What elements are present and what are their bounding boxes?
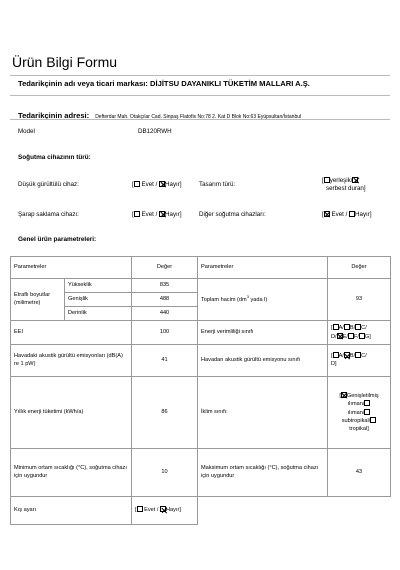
other-evet-checkbox[interactable] (324, 211, 330, 217)
winter-evet-label: Evet / (144, 507, 159, 514)
climate-line-2: ılıman/ (347, 401, 365, 408)
noise-class-b-checkbox[interactable] (344, 352, 350, 358)
wine-storage-options: [ Evet / Hayır] (132, 211, 182, 218)
height-value: 835 (132, 279, 198, 293)
energy-class-f-checkbox[interactable] (348, 333, 354, 339)
model-value: DB120RWH (138, 128, 172, 135)
empty-cell (328, 497, 391, 525)
min-temp-value: 10 (132, 449, 198, 497)
total-volume-label-a: Toplam hacim (dm (201, 297, 247, 304)
divider (10, 95, 390, 96)
eei-value: 100 (132, 321, 198, 345)
form-title: Ürün Bilgi Formu (12, 54, 118, 70)
design-type-label: Tasarım türü: (199, 181, 236, 188)
climate-line-5: tropikal] (349, 425, 369, 432)
general-section-title: Genel ürün parametreleri: (18, 236, 97, 243)
noise-class-options: [ A/ B/ C/ D] (328, 345, 391, 377)
min-temp-label: Minimum ortam sıcaklığı (°C), soğutma cihazı için uygundur (11, 449, 132, 497)
climate-class-label: İklim sınıfı: (198, 377, 328, 449)
low-noise-options: [ Evet / Hayır] (132, 181, 182, 188)
other-hayir-checkbox[interactable] (349, 211, 355, 217)
energy-class-a-checkbox[interactable] (333, 324, 339, 330)
max-temp-label: Maksimum ortam sıcaklığı (°C), soğutma cihazı için uygundur (198, 449, 328, 497)
value-col-header: Değer (132, 257, 198, 279)
energy-class-e-checkbox[interactable] (337, 333, 343, 339)
winter-evet-checkbox[interactable] (137, 506, 143, 512)
supplier-name-label: Tedarikçinin adı veya ticari markası: (18, 79, 148, 88)
width-label: Genişlik (65, 293, 132, 307)
climate-line-3: ılıman/ (347, 409, 365, 416)
noise-class-label: Havadan akustik gürültü emisyonu sınıfı (198, 345, 328, 377)
total-volume-sup: 3 (246, 294, 249, 300)
energy-class-options: [ A/ B/ C/ D/ E/ F/ G] (328, 321, 391, 345)
divider (10, 119, 390, 120)
table-row (11, 321, 391, 345)
low-noise-label: Düşük gürültülü cihaz: (18, 181, 79, 188)
supplier-address-label: Tedarikçinin adresi: (18, 111, 90, 120)
design-freestanding-checkbox[interactable] (352, 177, 358, 183)
noise-class-c-label: C (361, 353, 366, 360)
general-parameters-table (10, 256, 391, 525)
depth-label: Derinlik (65, 307, 132, 321)
width-value: 488 (132, 293, 198, 307)
energy-class-label: Enerji verimliliği sınıfı (198, 321, 328, 345)
supplier-address-row (18, 105, 301, 123)
energy-class-b-checkbox[interactable] (344, 324, 350, 330)
table-row (11, 449, 391, 497)
eei-label: EEI (11, 321, 132, 345)
climate-tropical-checkbox[interactable] (370, 417, 376, 423)
table-row (11, 377, 391, 449)
winter-hayir-label: Hayır] (166, 507, 181, 514)
winter-setting-options: [ Evet / Hayır] (132, 497, 198, 525)
design-builtin-label: yerleşik (329, 177, 351, 184)
noise-class-a-label: A (338, 353, 343, 360)
design-type-options: [ yerleşik/ serbest duran] (322, 177, 366, 193)
energy-class-c-checkbox[interactable] (355, 324, 361, 330)
wine-evet-label: Evet / (141, 211, 158, 218)
total-volume-value: 93 (328, 279, 391, 321)
param-col-header: Parametreler (11, 257, 132, 279)
table-row (11, 345, 391, 377)
noise-label: Havadaki akustik gürültü emisyonları (dB(A) re 1 pW) (11, 345, 132, 377)
wine-storage-label: Şarap saklama cihazı: (18, 211, 79, 218)
noise-class-d-label: D (331, 361, 336, 367)
supplier-name-row (18, 79, 310, 88)
winter-setting-label: Kış ayarı (11, 497, 132, 525)
wine-hayir-label: Hayır] (165, 211, 182, 218)
climate-subtropical-checkbox[interactable] (364, 409, 370, 415)
total-volume-label-b: yada l) (248, 297, 268, 304)
noise-class-b-label: B (349, 353, 354, 360)
supplier-name-value: DİJİTSU DAYANIKLI TÜKETİM MALLARI A.Ş. (150, 79, 310, 88)
energy-class-e-label: E (342, 333, 347, 340)
climate-temperate-checkbox[interactable] (364, 400, 370, 406)
design-builtin-checkbox[interactable] (324, 177, 330, 183)
climate-extended-checkbox[interactable] (341, 392, 347, 398)
low-noise-evet-label: Evet / (141, 181, 158, 188)
dimensions-label: Etraflı boyutlar (milimetre) (11, 279, 65, 321)
energy-class-b-label: B (349, 324, 354, 331)
divider (10, 75, 390, 76)
table-header-row (11, 257, 391, 279)
other-cooling-options: [ Evet / Hayır] (322, 211, 372, 218)
other-hayir-label: Hayır] (355, 211, 372, 218)
winter-hayir-checkbox[interactable] (160, 506, 166, 512)
empty-cell (198, 497, 328, 525)
annual-energy-label: Yıllık enerji tüketimi (kWh/a) (11, 377, 132, 449)
value-col-header: Değer (328, 257, 391, 279)
max-temp-value: 43 (328, 449, 391, 497)
noise-value: 41 (132, 345, 198, 377)
noise-class-c-checkbox[interactable] (355, 352, 361, 358)
height-label: Yükseklik (65, 279, 132, 293)
other-cooling-label: Diğer soğutma cihazları: (199, 211, 266, 218)
low-noise-evet-checkbox[interactable] (134, 181, 140, 187)
energy-class-f-label: F (353, 333, 358, 340)
supplier-address-value: Defterdar Mah. Otakçılar Cad. Sinpaş Flatofis No:78 2. Kat D Blok No:63 Eyüpsultan/İstanbul (95, 114, 302, 120)
param-col-header: Parametreler (198, 257, 328, 279)
wine-evet-checkbox[interactable] (134, 211, 140, 217)
energy-class-g-checkbox[interactable] (359, 333, 365, 339)
model-label: Model (18, 128, 35, 135)
cooling-section-title: Soğutma cihazının türü: (18, 154, 91, 161)
energy-class-g-label: G (364, 333, 370, 340)
depth-value: 440 (132, 307, 198, 321)
design-freestanding-label: serbest duran] (326, 185, 366, 193)
wine-hayir-checkbox[interactable] (159, 211, 165, 217)
total-volume-label (198, 279, 328, 321)
climate-line-1: Genişletilmiş (346, 392, 379, 399)
climate-line-4: subtropikal/ (341, 418, 371, 425)
low-noise-hayir-label: Hayır] (165, 181, 182, 188)
other-evet-label: Evet / (331, 211, 348, 218)
energy-class-d-label: D (331, 333, 336, 340)
table-row (11, 497, 391, 525)
climate-class-options: [ Genişletilmiş ılıman/ ılıman/ subtropikal/ tropikal] (328, 377, 391, 449)
energy-class-c-label: C (361, 324, 366, 331)
table-row (11, 279, 391, 293)
low-noise-hayir-checkbox[interactable] (159, 181, 165, 187)
noise-class-a-checkbox[interactable] (333, 352, 339, 358)
annual-energy-value: 86 (132, 377, 198, 449)
energy-class-a-label: A (338, 324, 343, 331)
